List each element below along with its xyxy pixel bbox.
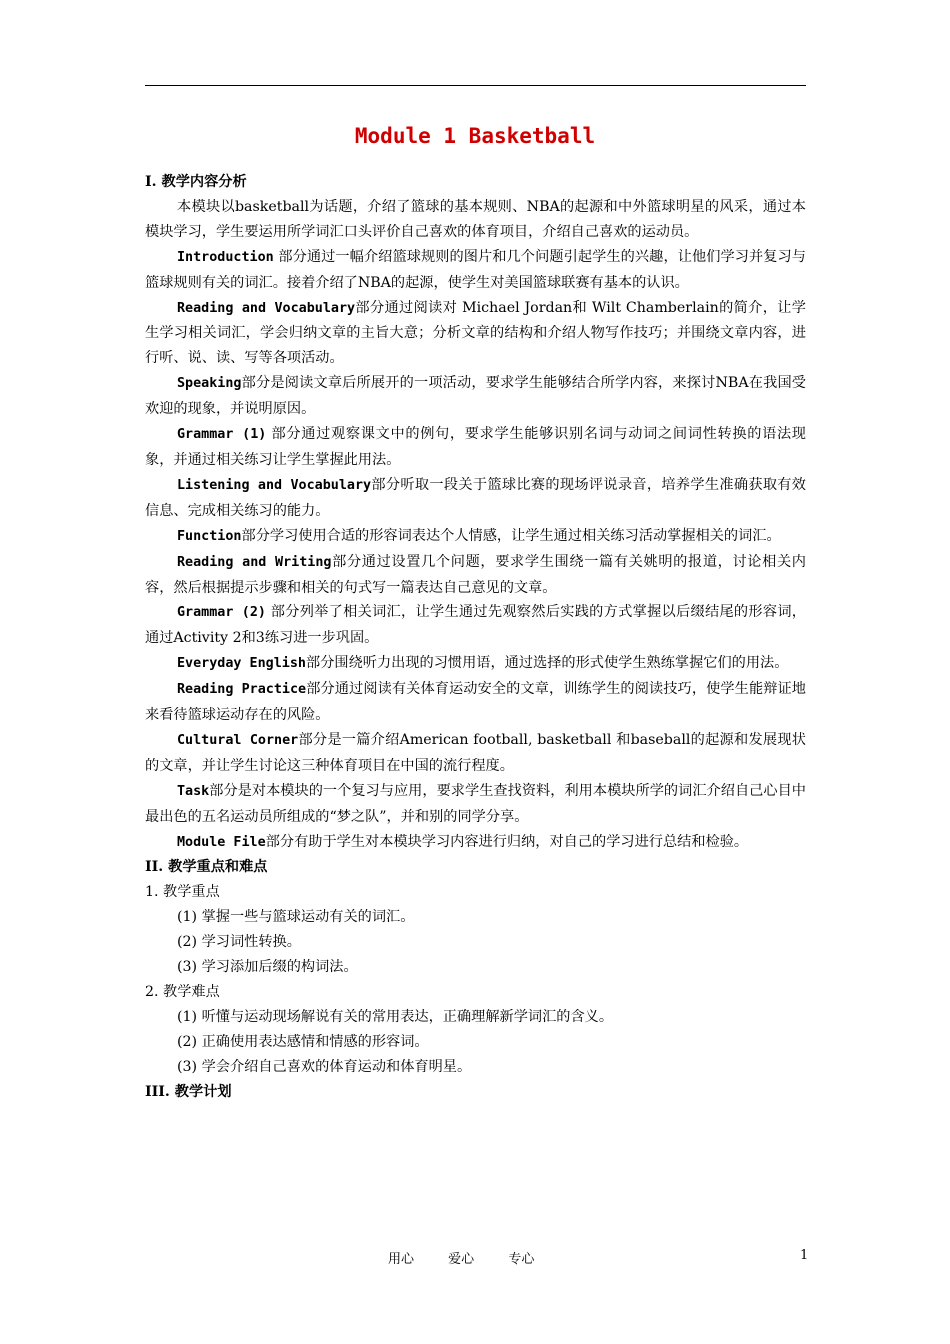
part-paragraph [145,677,806,728]
key-point-item: (3) 学习添加后缀的构词法。 [177,959,358,976]
footer-motto: 用心 [388,1252,415,1267]
footer-mottos [388,1248,564,1267]
footer-motto: 爱心 [448,1252,475,1267]
key-point-item: (1) 掌握一些与篮球运动有关的词汇。 [177,909,415,926]
part-paragraph [145,422,806,473]
footer-motto: 专心 [508,1252,535,1267]
subheading-key-points: 1. 教学重点 [145,884,220,901]
part-paragraph [145,550,806,601]
part-description: 部分围绕听力出现的习惯用语，通过选择的形式使学生熟练掌握它们的用法。 [306,655,789,672]
parts-list [145,245,806,856]
part-keyword: Function [177,528,242,544]
part-keyword: Reading and Writing [177,554,332,570]
part-keyword: Reading and Vocabulary [177,300,356,316]
part-paragraph [145,651,806,677]
part-description: 部分通过阅读对 Michael Jordan和 Wilt Chamberlain的简介，让学生学习相关词汇，学会归纳文章的主旨大意；分析文章的结构和介绍人物写作技巧；并围绕文章内容，进行听、说、读、写等各项活动。 [145,299,806,367]
part-description: 部分是一篇介绍American football, basketball 和baseball的起源和发展现状的文章，并让学生讨论这三种体育项目在中国的流行程度。 [145,731,806,774]
part-paragraph [145,473,806,524]
difficulty-item: (1) 听懂与运动现场解说有关的常用表达，正确理解新学词汇的含义。 [177,1008,614,1025]
part-paragraph [145,779,806,830]
part-description: 部分列举了相关词汇，让学生通过先观察然后实践的方式掌握以后缀结尾的形容词，通过Activity 2和3练习进一步巩固。 [145,604,806,647]
part-keyword: Speaking [177,376,242,392]
document-body [145,170,806,1105]
part-paragraph [145,296,806,372]
part-keyword: Grammar (1) [177,427,267,443]
part-keyword: Grammar (2) [177,605,266,621]
part-keyword: Reading Practice [177,682,307,698]
intro-paragraph: 本模块以basketball为话题，介绍了篮球的基本规则、NBA的起源和中外篮球明星的风采，通过本模块学习，学生要运用所学词汇口头评价自己喜欢的体育项目，介绍自己喜欢的运动员。 [145,198,806,240]
part-description: 部分通过设置几个问题，要求学生围绕一篇有关姚明的报道，讨论相关内容，然后根据提示步骤和相关的句式写一篇表达自己意见的文章。 [145,553,806,596]
subheading-difficulties: 2. 教学难点 [145,984,220,1000]
section-heading-1: I. 教学内容分析 [145,174,247,190]
part-paragraph [145,524,806,550]
part-description: 部分学习使用合适的形容词表达个人情感，让学生通过相关练习活动掌握相关的词汇。 [241,527,781,544]
part-paragraph [145,830,806,856]
key-point-item: (2) 学习词性转换。 [177,934,301,951]
part-keyword: Cultural Corner [177,732,299,748]
part-paragraph [145,371,806,422]
part-keyword: Introduction [177,249,274,265]
part-description: 部分是阅读文章后所展开的一项活动，要求学生能够结合所学内容，来探讨NBA在我国受欢迎的现象，并说明原因。 [145,375,806,418]
part-description: 部分通过一幅介绍篮球规则的图片和几个问题引起学生的兴趣，让他们学习并复习与篮球规则有关的词汇。接着介绍了NBA的起源，使学生对美国篮球联赛有基本的认识。 [145,248,806,291]
part-keyword: Task [177,783,210,799]
part-description: 部分通过观察课文中的例句，要求学生能够识别名词与动词之间词性转换的语法现象，并通过相关练习让学生掌握此用法。 [145,426,806,468]
header-rule [145,85,806,86]
part-description: 部分有助于学生对本模块学习内容进行归纳，对自己的学习进行总结和检验。 [265,833,749,850]
page-title: Module 1 Basketball [354,124,596,148]
part-paragraph [145,245,806,296]
part-paragraph [145,728,806,779]
part-keyword: Everyday English [177,656,306,672]
difficulty-item: (3) 学会介绍自己喜欢的体育运动和体育明星。 [177,1058,472,1075]
part-keyword: Listening and Vocabulary [177,477,372,493]
part-description: 部分通过阅读有关体育运动安全的文章，训练学生的阅读技巧，使学生能辩证地来看待篮球运动存在的风险。 [145,681,806,724]
part-paragraph [145,600,806,651]
page-number: 1 [800,1248,809,1263]
part-keyword: Module File [177,834,266,850]
section-heading-3: III. 教学计划 [145,1083,232,1100]
part-description: 部分是对本模块的一个复习与应用，要求学生查找资料，利用本模块所学的词汇介绍自己心目中最出色的五名运动员所组成的“梦之队”，并和别的同学分享。 [145,782,806,825]
difficulty-item: (2) 正确使用表达感情和情感的形容词。 [177,1033,429,1050]
section-heading-2: II. 教学重点和难点 [145,859,268,876]
part-description: 部分听取一段关于篮球比赛的现场评说录音，培养学生准确获取有效信息、完成相关练习的能力。 [145,476,806,519]
